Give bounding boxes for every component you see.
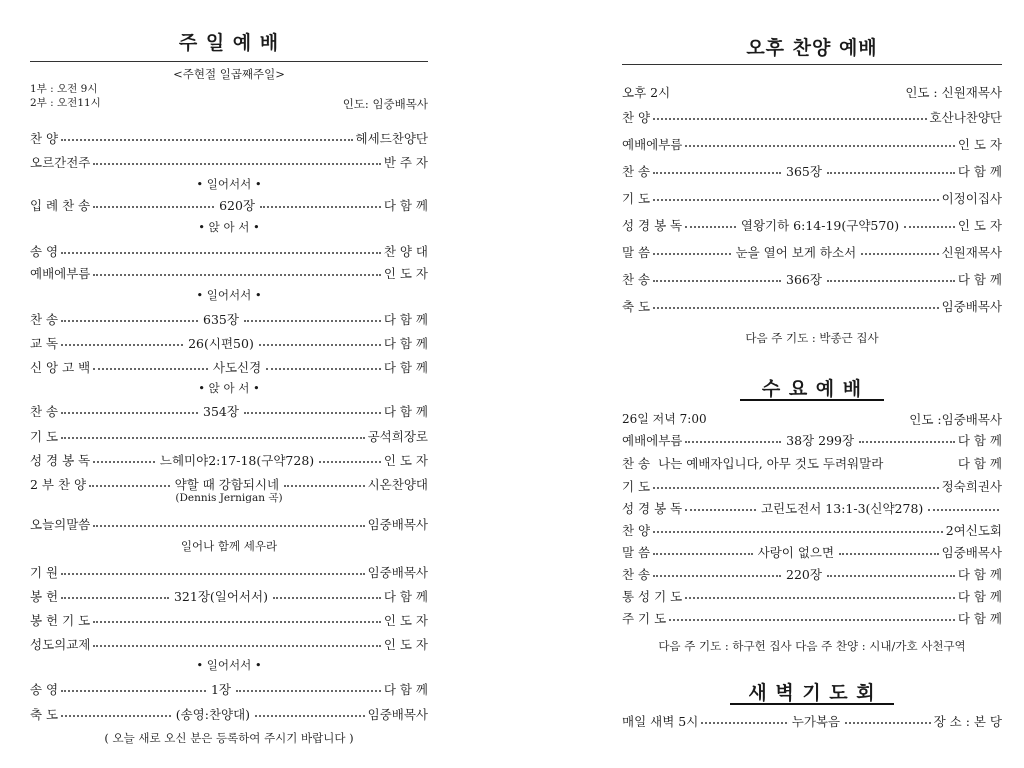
dot-leader — [61, 319, 198, 322]
order-row — [30, 356, 428, 377]
posture-note: 일어나 함께 세우라 — [180, 539, 278, 553]
order-item-detail: 366장 — [786, 271, 822, 287]
dot-leader — [244, 319, 381, 322]
order-item-detail: 620장 — [219, 197, 255, 213]
order-item-leader: 다 함 께 — [383, 403, 428, 419]
order-item-label: 예배에부름 — [30, 265, 91, 281]
order-row — [30, 513, 428, 534]
dot-leader — [61, 343, 183, 346]
dawn-title: 새 벽 기 도 회 — [748, 682, 876, 704]
order-item-label: 찬 송 — [30, 311, 59, 327]
order-item-label: 오늘의말씀 — [30, 516, 91, 532]
order-item-leader: 다 함 께 — [383, 681, 428, 697]
order-item-detail: 나는 예배자입니다, 아무 것도 두려워말라 — [658, 455, 884, 471]
order-row — [622, 585, 1002, 606]
dot-leader — [93, 367, 208, 370]
order-item-leader: 다 함 께 — [957, 163, 1002, 179]
order-item-label: 찬 송 — [622, 271, 651, 287]
order-item-leader: 인 도 자 — [957, 217, 1003, 233]
order-item-detail: 220장 — [786, 566, 822, 582]
dot-leader — [61, 436, 364, 439]
dot-leader — [653, 306, 938, 309]
order-item-label: 기 원 — [30, 564, 59, 580]
order-item-leader: 다 함 께 — [383, 197, 429, 213]
order-item-leader: 2여신도회 — [945, 522, 1002, 538]
dot-leader — [653, 198, 938, 201]
order-item-leader: 인 도 자 — [383, 636, 428, 652]
wednesday-time: 26일 저녁 7:00 — [622, 412, 707, 426]
season-subtitle: <주현절 일곱째주일> — [173, 67, 285, 81]
order-row — [622, 429, 1002, 450]
order-item-leader: 다 함 께 — [957, 432, 1002, 448]
order-item-leader: 다 함 께 — [383, 359, 429, 375]
order-item-label: 입 례 찬 송 — [30, 197, 91, 213]
order-item-leader: 다 함 께 — [957, 271, 1002, 287]
wednesday-next-schedule: 다음 주 기도 : 하구헌 집사 다음 주 찬양 : 시내/가호 사천구역 — [658, 639, 966, 653]
order-item-detail: 사도신경 — [212, 359, 262, 375]
dot-leader — [928, 508, 999, 511]
order-item-label: 교 독 — [30, 335, 59, 351]
wednesday-leader: 인도 :임중배목사 — [909, 412, 1002, 427]
order-item-leader: 다 함 께 — [957, 566, 1002, 582]
order-item-leader: 공석희장로 — [367, 428, 428, 444]
service-time-2: 2부 : 오전11시 — [30, 97, 101, 109]
order-row — [30, 561, 428, 582]
order-row — [30, 703, 428, 724]
order-item-label: 성 경 봉 독 — [622, 217, 683, 233]
order-item-label: 말 씀 — [622, 244, 651, 260]
order-item-leader: 신원재목사 — [941, 244, 1002, 260]
order-row — [30, 633, 428, 654]
afternoon-time: 오후 2시 — [622, 85, 671, 100]
order-row — [30, 473, 428, 494]
order-row — [622, 607, 1002, 628]
dot-leader — [319, 460, 381, 463]
dot-leader — [61, 714, 171, 717]
order-item-label: 성 경 봉 독 — [30, 452, 91, 468]
dot-leader — [653, 574, 781, 577]
order-item-detail: 365장 — [786, 163, 822, 179]
order-item-leader: 찬 양 대 — [383, 243, 428, 259]
order-item-leader: 다 함 께 — [957, 455, 1002, 471]
order-row — [30, 262, 428, 283]
order-item-leader: 임중배목사 — [941, 544, 1003, 560]
service-time-1: 1부 : 오전 9시 — [30, 83, 98, 95]
order-row — [622, 475, 1002, 496]
order-item-leader: 다 함 께 — [383, 335, 428, 351]
dot-leader — [839, 552, 939, 555]
order-row — [30, 400, 428, 421]
order-item-label: 기 도 — [30, 428, 59, 444]
dot-leader — [653, 171, 781, 174]
order-item-label: 성도의교제 — [30, 636, 91, 652]
dot-leader — [669, 618, 955, 621]
order-row — [622, 497, 1002, 518]
dot-leader — [93, 460, 155, 463]
order-item-label: 찬 양 — [622, 109, 651, 125]
order-item-detail: 누가복음 — [791, 713, 841, 729]
order-item-leader: 장 소 : 본 당 — [933, 713, 1002, 729]
order-row — [30, 678, 428, 699]
order-row — [622, 187, 1002, 208]
order-item-leader: 임중배목사 — [367, 706, 429, 722]
order-item-label: 오르간전주 — [30, 154, 91, 170]
order-row — [622, 710, 1002, 731]
order-item-detail: 약할 때 강함되시네 — [174, 476, 280, 492]
title-rule — [30, 61, 428, 62]
dot-leader — [61, 251, 381, 254]
order-item-leader: 정숙희권사 — [941, 478, 1002, 494]
order-row — [30, 240, 428, 261]
order-row — [622, 268, 1002, 289]
dot-leader — [61, 596, 169, 599]
dot-leader — [861, 252, 938, 255]
order-item-detail: 321장(일어서서) — [173, 588, 268, 604]
order-item-label: 통 성 기 도 — [622, 588, 683, 604]
order-row — [30, 308, 428, 329]
order-row — [30, 585, 428, 606]
dot-leader — [653, 279, 781, 282]
order-item-label: 말 씀 — [622, 544, 651, 560]
afternoon-leader: 인도 : 신원재목사 — [905, 85, 1002, 100]
order-row — [30, 332, 428, 353]
order-item-detail: 고린도전서 13:1-3(신약278) — [760, 500, 924, 516]
order-item-detail: 열왕기하 6:14-19(구약570) — [740, 217, 900, 233]
dot-leader — [93, 524, 364, 527]
order-row — [30, 609, 428, 630]
order-item-leader: 인 도 자 — [383, 265, 428, 281]
order-row — [622, 519, 1002, 540]
dot-leader — [653, 530, 943, 533]
order-item-detail: (송영:찬양대) — [175, 706, 251, 722]
dawn-rule — [730, 703, 894, 705]
dot-leader — [93, 644, 380, 647]
order-item-label: 찬 양 — [622, 522, 651, 538]
order-item-leader: 임중배목사 — [941, 298, 1002, 314]
dot-leader — [244, 411, 381, 414]
order-item-leader: 임중배목사 — [367, 516, 428, 532]
order-item-label: 송 영 — [30, 681, 59, 697]
order-item-leader: 호산나찬양단 — [929, 109, 1002, 125]
order-item-leader: 임중배목사 — [367, 564, 428, 580]
dot-leader — [685, 144, 954, 147]
dot-leader — [653, 486, 938, 489]
afternoon-title: 오후 찬양 예배 — [746, 37, 878, 59]
dot-leader — [266, 367, 381, 370]
order-item-detail: 635장 — [203, 311, 239, 327]
order-item-leader: 다 함 께 — [383, 311, 428, 327]
dot-leader — [61, 689, 206, 692]
order-item-label: 봉 헌 기 도 — [30, 612, 91, 628]
order-item-label: 신 앙 고 백 — [30, 359, 91, 375]
order-item-detail: 느헤미야2:17-18(구약728) — [159, 452, 315, 468]
worship-leader: 인도: 임중배목사 — [342, 97, 428, 111]
order-item-label: 찬 송 — [30, 403, 59, 419]
order-row — [622, 106, 1002, 127]
order-item-leader: 헤세드찬양단 — [355, 130, 428, 146]
order-item-detail: 38장 299장 — [786, 432, 855, 448]
order-item-label: 찬 송 — [622, 566, 651, 582]
afternoon-next-prayer: 다음 주 기도 : 박종근 집사 — [745, 331, 879, 345]
composer-note: (Dennis Jernigan 곡) — [175, 492, 283, 504]
dot-leader — [827, 574, 955, 577]
order-row — [622, 133, 1002, 154]
order-item-label: 축 도 — [622, 298, 651, 314]
order-row — [622, 214, 1002, 235]
dot-leader — [93, 620, 381, 623]
wednesday-rule — [740, 399, 884, 401]
order-item-label: 예배에부름 — [622, 136, 683, 152]
posture-note: • 일어서서 • — [196, 288, 262, 302]
order-item-label: 찬 양 — [30, 130, 59, 146]
dot-leader — [685, 596, 955, 599]
dot-leader — [93, 162, 380, 165]
dot-leader — [827, 171, 955, 174]
dot-leader — [61, 138, 352, 141]
order-item-label: 2 부 찬 양 — [30, 476, 87, 492]
order-item-label: 매일 새벽 5시 — [622, 713, 699, 729]
dot-leader — [61, 572, 364, 575]
order-item-detail: 26(시편50) — [188, 335, 254, 351]
dot-leader — [904, 225, 955, 228]
dot-leader — [685, 440, 781, 443]
order-item-leader: 이정이집사 — [941, 190, 1002, 206]
order-item-detail: 사랑이 없으면 — [757, 544, 835, 560]
dot-leader — [685, 225, 736, 228]
posture-note: • 일어서서 • — [196, 177, 262, 191]
dot-leader — [685, 508, 756, 511]
order-item-label: 송 영 — [30, 243, 59, 259]
posture-note: • 앉 아 서 • — [198, 381, 260, 395]
order-row — [622, 541, 1002, 562]
dot-leader — [859, 440, 955, 443]
order-item-label: 축 도 — [30, 706, 59, 722]
dot-leader — [93, 273, 380, 276]
order-row — [622, 241, 1002, 262]
dot-leader — [93, 205, 214, 208]
dot-leader — [61, 411, 198, 414]
order-item-label: 예배에부름 — [622, 432, 683, 448]
dot-leader — [284, 484, 364, 487]
order-row — [30, 194, 428, 215]
order-row — [622, 452, 1002, 473]
dot-leader — [273, 596, 381, 599]
dot-leader — [827, 279, 955, 282]
dot-leader — [255, 714, 365, 717]
dot-leader — [259, 343, 381, 346]
order-row — [622, 160, 1002, 181]
order-item-leader: 인 도 자 — [383, 452, 428, 468]
afternoon-rule — [622, 64, 1002, 65]
order-row — [30, 127, 428, 148]
order-row — [622, 295, 1002, 316]
order-item-leader: 시온찬양대 — [367, 476, 428, 492]
order-item-leader: 인 도 자 — [383, 612, 428, 628]
wednesday-title: 수 요 예 배 — [761, 378, 863, 400]
dot-leader — [845, 721, 931, 724]
order-row — [622, 563, 1002, 584]
dot-leader — [89, 484, 169, 487]
order-item-label: 찬 송 — [622, 163, 651, 179]
order-item-label: 찬 송 — [622, 455, 651, 471]
order-item-label: 봉 헌 — [30, 588, 59, 604]
posture-note: • 일어서서 • — [196, 658, 262, 672]
order-item-label: 기 도 — [622, 478, 651, 494]
order-item-label: 기 도 — [622, 190, 651, 206]
dot-leader — [236, 689, 381, 692]
order-row — [30, 449, 428, 470]
order-item-detail: 1장 — [210, 681, 231, 697]
order-row — [30, 425, 428, 446]
dot-leader — [653, 552, 753, 555]
posture-note: ( 오늘 새로 오신 분은 등록하여 주시기 바랍니다 ) — [104, 731, 354, 745]
order-item-detail: 눈을 열어 보게 하소서 — [735, 244, 857, 260]
dot-leader — [653, 252, 730, 255]
order-item-leader: 반 주 자 — [383, 154, 428, 170]
order-item-label: 성 경 봉 독 — [622, 500, 683, 516]
order-item-label: 주 기 도 — [622, 610, 667, 626]
order-row — [30, 151, 428, 172]
order-item-leader: 다 함 께 — [383, 588, 428, 604]
order-item-leader: 인 도 자 — [957, 136, 1002, 152]
dot-leader — [260, 205, 381, 208]
order-item-leader: 다 함 께 — [957, 610, 1002, 626]
posture-note: • 앉 아 서 • — [198, 220, 260, 234]
order-item-detail: 354장 — [203, 403, 239, 419]
page-title: 주 일 예 배 — [178, 32, 280, 54]
dot-leader — [653, 117, 926, 120]
dot-leader — [701, 721, 787, 724]
order-item-leader: 다 함 께 — [957, 588, 1002, 604]
